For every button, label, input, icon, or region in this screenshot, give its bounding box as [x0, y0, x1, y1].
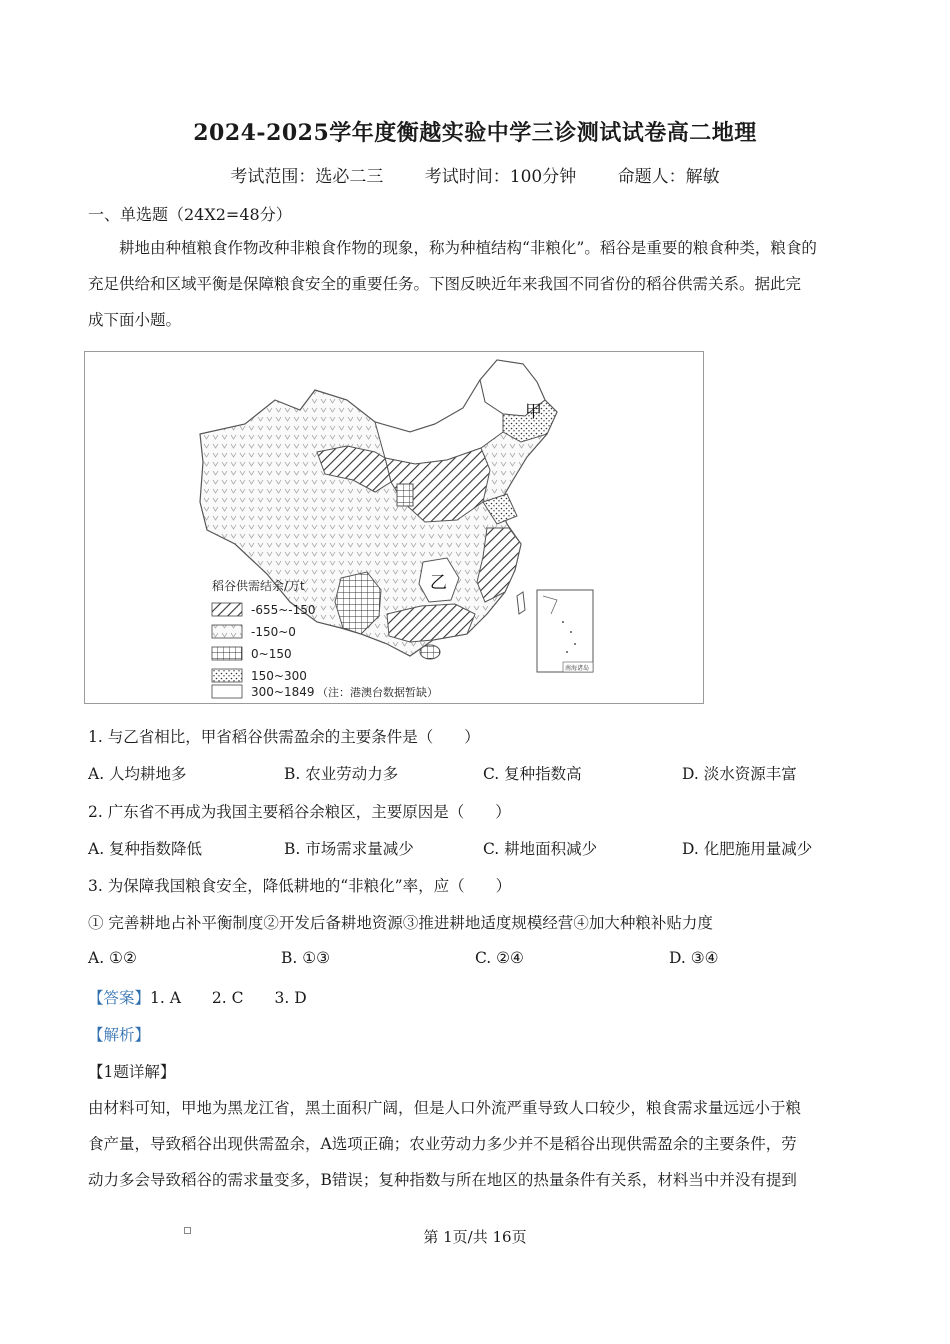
detail-label: 【1题详解】	[88, 1063, 176, 1081]
map-label-yi: 乙	[430, 573, 447, 592]
exam-title: 2024-2025学年度衡越实验中学三诊测试试卷高二地理	[193, 120, 757, 146]
detail-line: 动力多会导致稻谷的需求量变多，B错误；复种指数与所在地区的热量条件有关系，材料当中并没有提到	[88, 1171, 797, 1189]
question-3-option-a[interactable]: A. ①②	[88, 949, 137, 967]
answer-label: 【答案】	[88, 989, 151, 1007]
legend-item: 300~1849	[251, 685, 315, 699]
legend-item: -655~-150	[251, 603, 316, 617]
question-1-stem: 1. 与乙省相比，甲省稻谷供需盈余的主要条件是（ ）	[88, 728, 480, 746]
rice-supply-map	[84, 351, 704, 704]
intro-line: 耕地由种植粮食作物改种非粮食作物的现象，称为种植结构“非粮化”。稻谷是重要的粮食种类，粮食的	[119, 239, 817, 257]
region-hainan	[420, 645, 440, 659]
question-2-option-c[interactable]: C. 耕地面积减少	[483, 840, 598, 858]
intro-line: 充足供给和区域平衡是保障粮食安全的重要任务。下图反映近年来我国不同省份的稻谷供需关系。据此完	[88, 275, 802, 293]
intro-line: 成下面小题。	[88, 311, 182, 329]
inset-label: 南海诸岛	[565, 666, 590, 672]
exam-info	[0, 162, 950, 187]
question-2-option-b[interactable]: B. 市场需求量减少	[284, 840, 414, 858]
question-3-option-b[interactable]: B. ①③	[281, 949, 331, 967]
question-3-option-c[interactable]: C. ②④	[475, 949, 524, 967]
map-label-jia: 甲	[525, 402, 542, 421]
question-1-option-c[interactable]: C. 复种指数高	[483, 765, 582, 783]
page-footer: 第 1页/共 16页	[423, 1228, 527, 1246]
region-ningxia	[397, 484, 413, 506]
south-china-sea-inset	[537, 590, 593, 672]
answer-line	[88, 986, 307, 1008]
map-note: （注：港澳台数据暂缺）	[317, 686, 438, 699]
question-1-option-a[interactable]: A. 人均耕地多	[88, 765, 187, 783]
legend-item: -150~0	[251, 625, 296, 639]
detail-line: 由材料可知，甲地为黑龙江省，黑土面积广阔，但是人口外流严重导致人口较少，粮食需求量远远小于粮	[88, 1099, 802, 1117]
question-3-option-d[interactable]: D. ③④	[669, 949, 719, 967]
question-3-stem: 3. 为保障我国粮食安全，降低耕地的“非粮化”率，应（ ）	[88, 877, 512, 895]
question-2-option-a[interactable]: A. 复种指数降低	[88, 840, 203, 858]
legend-title: 稻谷供需结余/万t	[212, 579, 305, 593]
question-2-stem: 2. 广东省不再成为我国主要稻谷余粮区，主要原因是（ ）	[88, 803, 511, 821]
china-map-svg	[85, 352, 703, 703]
answer-text: 1. A 2. C 3. D	[150, 989, 307, 1007]
question-1-option-d[interactable]: D. 淡水资源丰富	[682, 765, 797, 783]
question-1-option-b[interactable]: B. 农业劳动力多	[284, 765, 399, 783]
legend-item: 150~300	[251, 669, 307, 683]
question-2-option-d[interactable]: D. 化肥施用量减少	[682, 840, 813, 858]
detail-paragraph	[88, 1090, 888, 1198]
detail-line: 食产量，导致稻谷出现供需盈余，A选项正确；农业劳动力多少并不是稻谷出现供需盈余的主要条件，劳	[88, 1135, 797, 1153]
intro-paragraph	[88, 230, 888, 338]
exam-author: 命题人：解敏	[617, 167, 720, 187]
exam-time: 考试时间：100分钟	[424, 167, 577, 187]
exam-scope: 考试范围：选必二三	[230, 167, 384, 187]
legend-item: 0~150	[251, 647, 292, 661]
analysis-label: 【解析】	[88, 1026, 151, 1044]
region-taiwan	[517, 592, 525, 614]
section-heading: 一、单选题（24X2=48分）	[88, 205, 292, 224]
question-3-statements: ① 完善耕地占补平衡制度②开发后备耕地资源③推进耕地适度规模经营④加大种粮补贴力度	[88, 914, 713, 932]
